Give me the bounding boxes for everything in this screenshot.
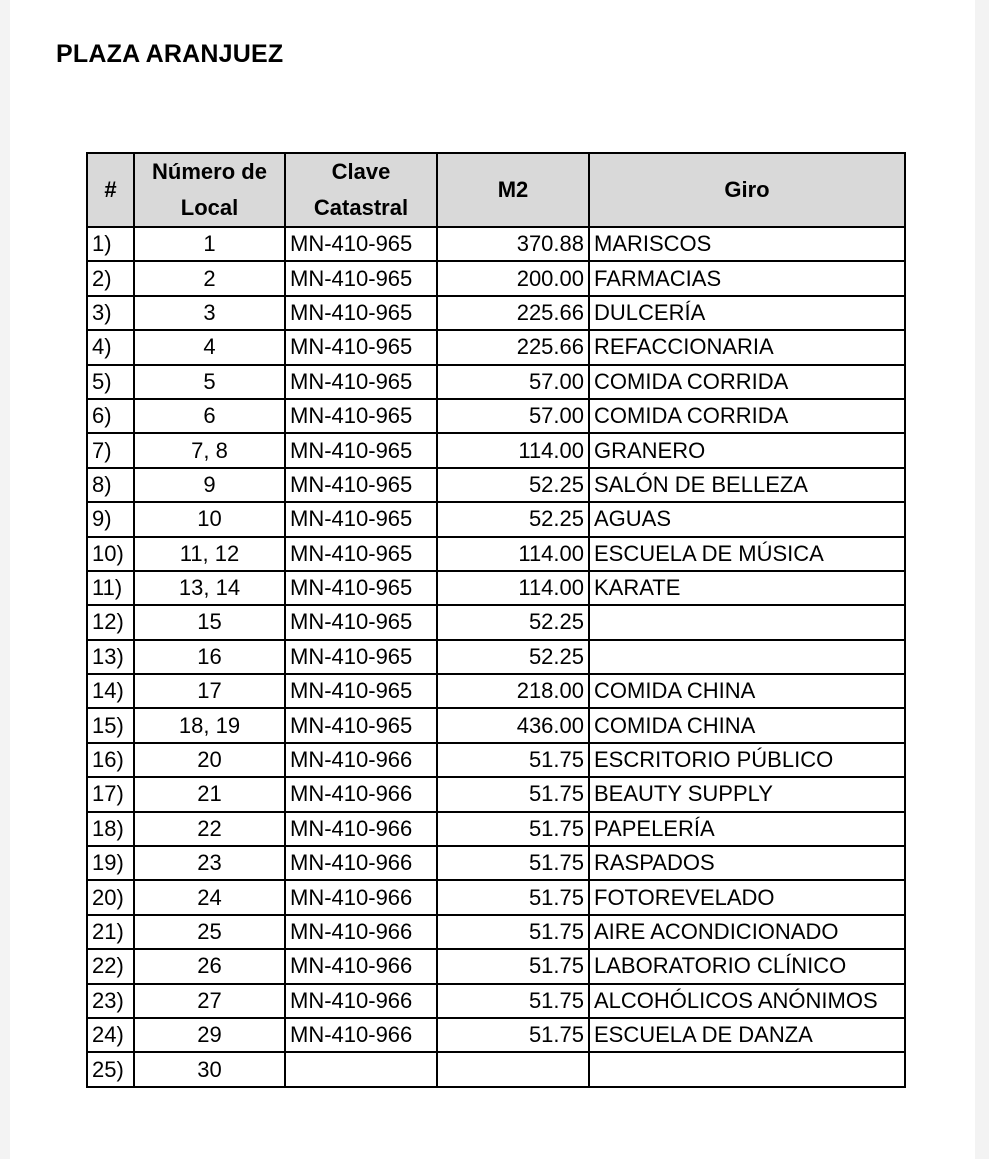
cell-local: 15: [134, 605, 285, 639]
cell-m2: 52.25: [437, 502, 589, 536]
header-giro: [589, 153, 905, 227]
cell-local: 27: [134, 984, 285, 1018]
cell-clave: MN-410-965: [285, 605, 437, 639]
cell-clave: MN-410-965: [285, 433, 437, 467]
cell-m2: 218.00: [437, 674, 589, 708]
cell-clave: MN-410-966: [285, 846, 437, 880]
cell-giro: [589, 1052, 905, 1086]
header-num: [87, 153, 134, 227]
cell-giro: LABORATORIO CLÍNICO: [589, 949, 905, 983]
cell-local: 16: [134, 640, 285, 674]
cell-m2: 57.00: [437, 399, 589, 433]
cell-num: 9): [87, 502, 134, 536]
cell-giro: ESCUELA DE MÚSICA: [589, 537, 905, 571]
cell-num: 4): [87, 330, 134, 364]
cell-giro: FOTOREVELADO: [589, 880, 905, 914]
table-row: [87, 777, 905, 811]
cell-local: 1: [134, 227, 285, 261]
cell-num: 7): [87, 433, 134, 467]
cell-clave: [285, 1052, 437, 1086]
cell-local: 20: [134, 743, 285, 777]
cell-local: 6: [134, 399, 285, 433]
cell-giro: COMIDA CHINA: [589, 708, 905, 742]
cell-num: 18): [87, 812, 134, 846]
cell-clave: MN-410-966: [285, 812, 437, 846]
header-num-label: #: [104, 177, 117, 202]
cell-local: 2: [134, 261, 285, 295]
cell-m2: 52.25: [437, 640, 589, 674]
cell-num: 21): [87, 915, 134, 949]
header-m2: [437, 153, 589, 227]
table-row: [87, 674, 905, 708]
cell-clave: MN-410-966: [285, 743, 437, 777]
header-clave-line1: Clave: [331, 159, 391, 184]
cell-clave: MN-410-965: [285, 296, 437, 330]
cell-giro: [589, 640, 905, 674]
cell-clave: MN-410-966: [285, 984, 437, 1018]
cell-clave: MN-410-965: [285, 571, 437, 605]
header-local-line2: Local: [180, 195, 239, 220]
cell-m2: 51.75: [437, 949, 589, 983]
cell-clave: MN-410-966: [285, 1018, 437, 1052]
table-body: [87, 227, 905, 1087]
cell-giro: GRANERO: [589, 433, 905, 467]
cell-giro: ALCOHÓLICOS ANÓNIMOS: [589, 984, 905, 1018]
cell-clave: MN-410-965: [285, 674, 437, 708]
cell-m2: 436.00: [437, 708, 589, 742]
header-giro-label: Giro: [724, 177, 770, 202]
cell-clave: MN-410-965: [285, 502, 437, 536]
table-row: [87, 261, 905, 295]
cell-clave: MN-410-965: [285, 365, 437, 399]
table-row: [87, 399, 905, 433]
table-row: [87, 915, 905, 949]
cell-m2: 200.00: [437, 261, 589, 295]
cell-num: 17): [87, 777, 134, 811]
table-row: [87, 433, 905, 467]
cell-num: 2): [87, 261, 134, 295]
cell-local: 30: [134, 1052, 285, 1086]
table-row: [87, 708, 905, 742]
cell-num: 10): [87, 537, 134, 571]
cell-giro: [589, 605, 905, 639]
cell-local: 9: [134, 468, 285, 502]
table-row: [87, 1052, 905, 1086]
table-row: [87, 984, 905, 1018]
cell-num: 23): [87, 984, 134, 1018]
cell-local: 22: [134, 812, 285, 846]
cell-giro: AIRE ACONDICIONADO: [589, 915, 905, 949]
document-title: PLAZA ARANJUEZ: [56, 40, 284, 68]
header-local-line1: Número de: [152, 159, 267, 184]
table-header-row: [87, 153, 905, 227]
cell-clave: MN-410-965: [285, 227, 437, 261]
cell-m2: 57.00: [437, 365, 589, 399]
cell-num: 15): [87, 708, 134, 742]
cell-num: 16): [87, 743, 134, 777]
cell-giro: COMIDA CHINA: [589, 674, 905, 708]
cell-clave: MN-410-965: [285, 708, 437, 742]
cell-clave: MN-410-966: [285, 915, 437, 949]
table-row: [87, 502, 905, 536]
table-row: [87, 227, 905, 261]
cell-giro: FARMACIAS: [589, 261, 905, 295]
cell-m2: 114.00: [437, 571, 589, 605]
cell-m2: 225.66: [437, 330, 589, 364]
cell-clave: MN-410-965: [285, 261, 437, 295]
header-clave: [285, 153, 437, 227]
cell-giro: BEAUTY SUPPLY: [589, 777, 905, 811]
cell-clave: MN-410-965: [285, 537, 437, 571]
cell-giro: MARISCOS: [589, 227, 905, 261]
cell-giro: KARATE: [589, 571, 905, 605]
cell-num: 14): [87, 674, 134, 708]
cell-m2: 114.00: [437, 433, 589, 467]
cell-local: 17: [134, 674, 285, 708]
cell-m2: 51.75: [437, 915, 589, 949]
cell-num: 3): [87, 296, 134, 330]
cell-m2: 225.66: [437, 296, 589, 330]
cell-local: 18, 19: [134, 708, 285, 742]
cell-num: 24): [87, 1018, 134, 1052]
cell-local: 13, 14: [134, 571, 285, 605]
cell-clave: MN-410-966: [285, 777, 437, 811]
table-row: [87, 468, 905, 502]
cell-local: 24: [134, 880, 285, 914]
cell-num: 19): [87, 846, 134, 880]
header-m2-label: M2: [497, 177, 529, 202]
cell-giro: ESCRITORIO PÚBLICO: [589, 743, 905, 777]
cell-giro: RASPADOS: [589, 846, 905, 880]
table-row: [87, 880, 905, 914]
cell-m2: 51.75: [437, 984, 589, 1018]
cell-m2: 52.25: [437, 468, 589, 502]
table-row: [87, 365, 905, 399]
cell-num: 6): [87, 399, 134, 433]
cell-giro: AGUAS: [589, 502, 905, 536]
cell-local: 5: [134, 365, 285, 399]
cell-m2: 51.75: [437, 777, 589, 811]
cell-num: 12): [87, 605, 134, 639]
cell-num: 11): [87, 571, 134, 605]
cell-m2: 51.75: [437, 880, 589, 914]
cell-m2: 51.75: [437, 1018, 589, 1052]
cell-m2: 51.75: [437, 812, 589, 846]
cell-clave: MN-410-966: [285, 880, 437, 914]
cell-num: 5): [87, 365, 134, 399]
table-row: [87, 537, 905, 571]
table-row: [87, 812, 905, 846]
cell-local: 25: [134, 915, 285, 949]
cell-m2: [437, 1052, 589, 1086]
cell-giro: REFACCIONARIA: [589, 330, 905, 364]
cell-giro: COMIDA CORRIDA: [589, 365, 905, 399]
table-row: [87, 640, 905, 674]
cell-giro: ESCUELA DE DANZA: [589, 1018, 905, 1052]
cell-giro: PAPELERÍA: [589, 812, 905, 846]
cell-clave: MN-410-965: [285, 399, 437, 433]
cell-m2: 51.75: [437, 743, 589, 777]
table-row: [87, 743, 905, 777]
cell-local: 11, 12: [134, 537, 285, 571]
cell-local: 21: [134, 777, 285, 811]
cell-m2: 51.75: [437, 846, 589, 880]
cell-local: 10: [134, 502, 285, 536]
header-local: [134, 153, 285, 227]
cell-num: 1): [87, 227, 134, 261]
cell-local: 26: [134, 949, 285, 983]
cell-local: 3: [134, 296, 285, 330]
cell-clave: MN-410-965: [285, 468, 437, 502]
locales-table: [86, 152, 906, 1088]
cell-m2: 370.88: [437, 227, 589, 261]
table-row: [87, 1018, 905, 1052]
table-row: [87, 571, 905, 605]
cell-clave: MN-410-965: [285, 330, 437, 364]
cell-local: 7, 8: [134, 433, 285, 467]
cell-num: 20): [87, 880, 134, 914]
table-row: [87, 605, 905, 639]
document-page: [10, 0, 975, 1159]
cell-giro: SALÓN DE BELLEZA: [589, 468, 905, 502]
cell-m2: 114.00: [437, 537, 589, 571]
cell-num: 8): [87, 468, 134, 502]
table-row: [87, 949, 905, 983]
cell-m2: 52.25: [437, 605, 589, 639]
cell-num: 13): [87, 640, 134, 674]
header-clave-line2: Catastral: [313, 195, 409, 220]
table-row: [87, 296, 905, 330]
cell-giro: DULCERÍA: [589, 296, 905, 330]
cell-local: 4: [134, 330, 285, 364]
cell-clave: MN-410-966: [285, 949, 437, 983]
table-row: [87, 846, 905, 880]
cell-local: 23: [134, 846, 285, 880]
cell-giro: COMIDA CORRIDA: [589, 399, 905, 433]
cell-num: 25): [87, 1052, 134, 1086]
cell-num: 22): [87, 949, 134, 983]
cell-local: 29: [134, 1018, 285, 1052]
cell-clave: MN-410-965: [285, 640, 437, 674]
table-row: [87, 330, 905, 364]
